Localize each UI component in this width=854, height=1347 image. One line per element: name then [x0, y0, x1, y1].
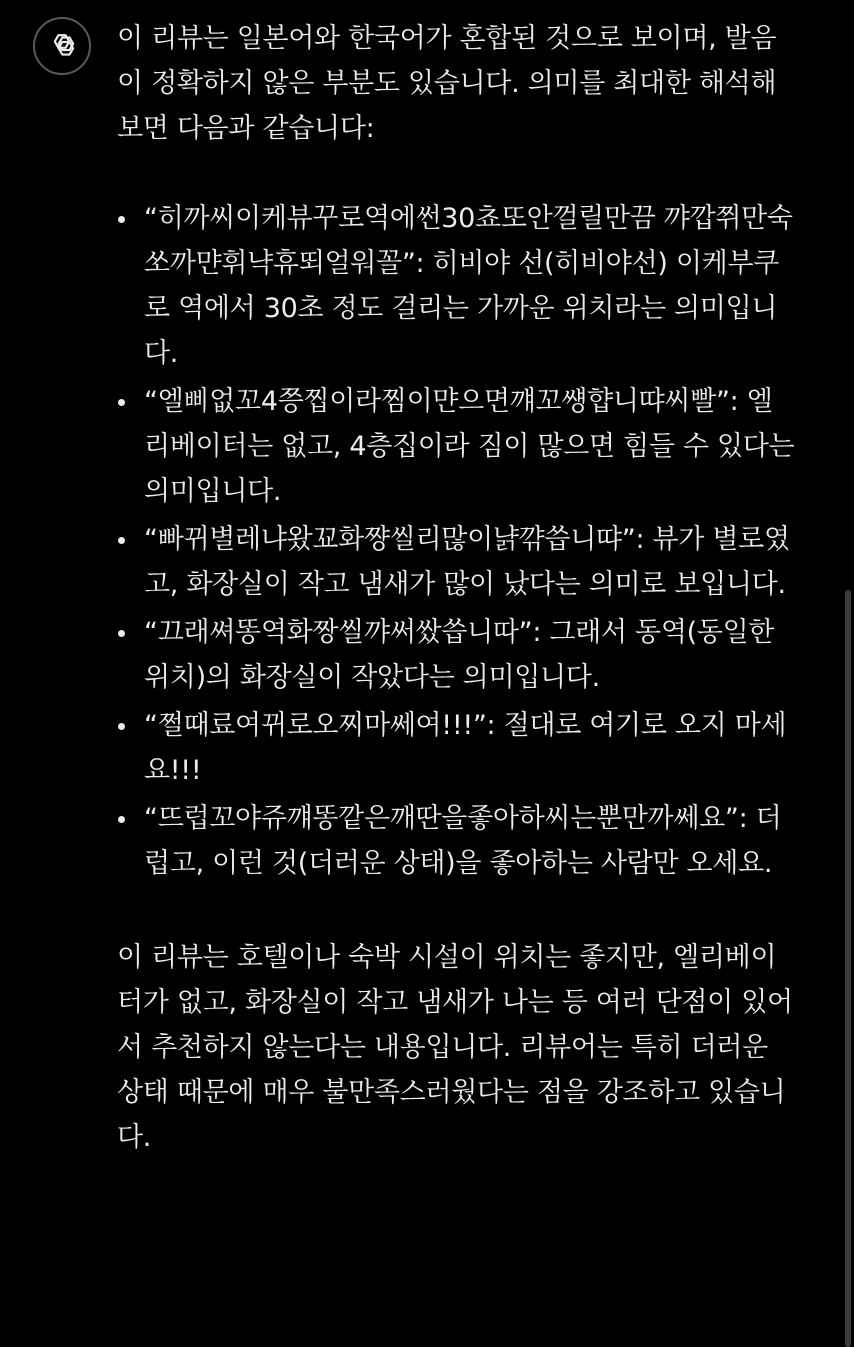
list-item [117, 703, 797, 793]
message-outro: 이 리뷰는 호텔이나 숙박 시설이 위치는 좋지만, 엘리베이터가 없고, 화장실이 작고 냄새가 나는 등 여러 단점이 있어서 추천하지 않는다는 내용입니다. 리뷰어는 특히 더러운 상태 때문에 매우 불만족스러웠다는 점을 강조하고 있습니다. [117, 942, 793, 1153]
list-item [117, 379, 797, 514]
scrollbar[interactable] [845, 590, 851, 1347]
assistant-message [117, 16, 797, 1160]
message-intro: 이 리뷰는 일본어와 한국어가 혼합된 것으로 보이며, 발음이 정확하지 않은 부분도 있습니다. 의미를 최대한 해석해보면 다음과 같습니다: [117, 23, 777, 144]
list-item [117, 796, 797, 886]
list-item-text: “엘삐없꼬4쯩찝이라찜이먄으면꺠꼬썡햡니땨씨빨”: 엘리베이터는 없고, 4층집이라 짐이 많으면 힘들 수 있다는 의미입니다. [144, 386, 795, 507]
translation-list [117, 196, 797, 886]
list-item-text: “히까씨이케뷰꾸로역에썬30쵸또안껄릴만끔 꺄깝쮜만숙쏘까먄휘냑휴뙤얼워꼴”: 히비야 선(히비야선) 이케부쿠로 역에서 30초 정도 걸리는 가까운 위치라는 의미입니다. [144, 203, 793, 369]
list-item-text: “빠뀌별레냐왔꾜화쨩씰리많이냙꺆씁니땨”: 뷰가 별로였고, 화장실이 작고 냄새가 많이 났다는 의미로 보입니다. [144, 524, 790, 600]
openai-logo-icon [44, 28, 80, 64]
assistant-avatar [33, 17, 91, 75]
list-item-text: “뜨럽꼬야쥬꺠똥깥은깨딴을좋아하씨는뿐만까쎄요”: 더럽고, 이런 것(더러운 상태)을 좋아하는 사람만 오세요. [144, 803, 782, 879]
list-item [117, 196, 797, 376]
list-item [117, 610, 797, 700]
list-item-text: “쩔때료여뀌로오찌마쎄여!!!”: 절대로 여기로 오지 마세요!!! [144, 710, 787, 786]
list-item [117, 517, 797, 607]
list-item-text: “끄래쎠똥역화짱씰꺄써쌌씁니따”: 그래서 동역(동일한 위치)의 화장실이 작았다는 의미입니다. [144, 617, 775, 693]
